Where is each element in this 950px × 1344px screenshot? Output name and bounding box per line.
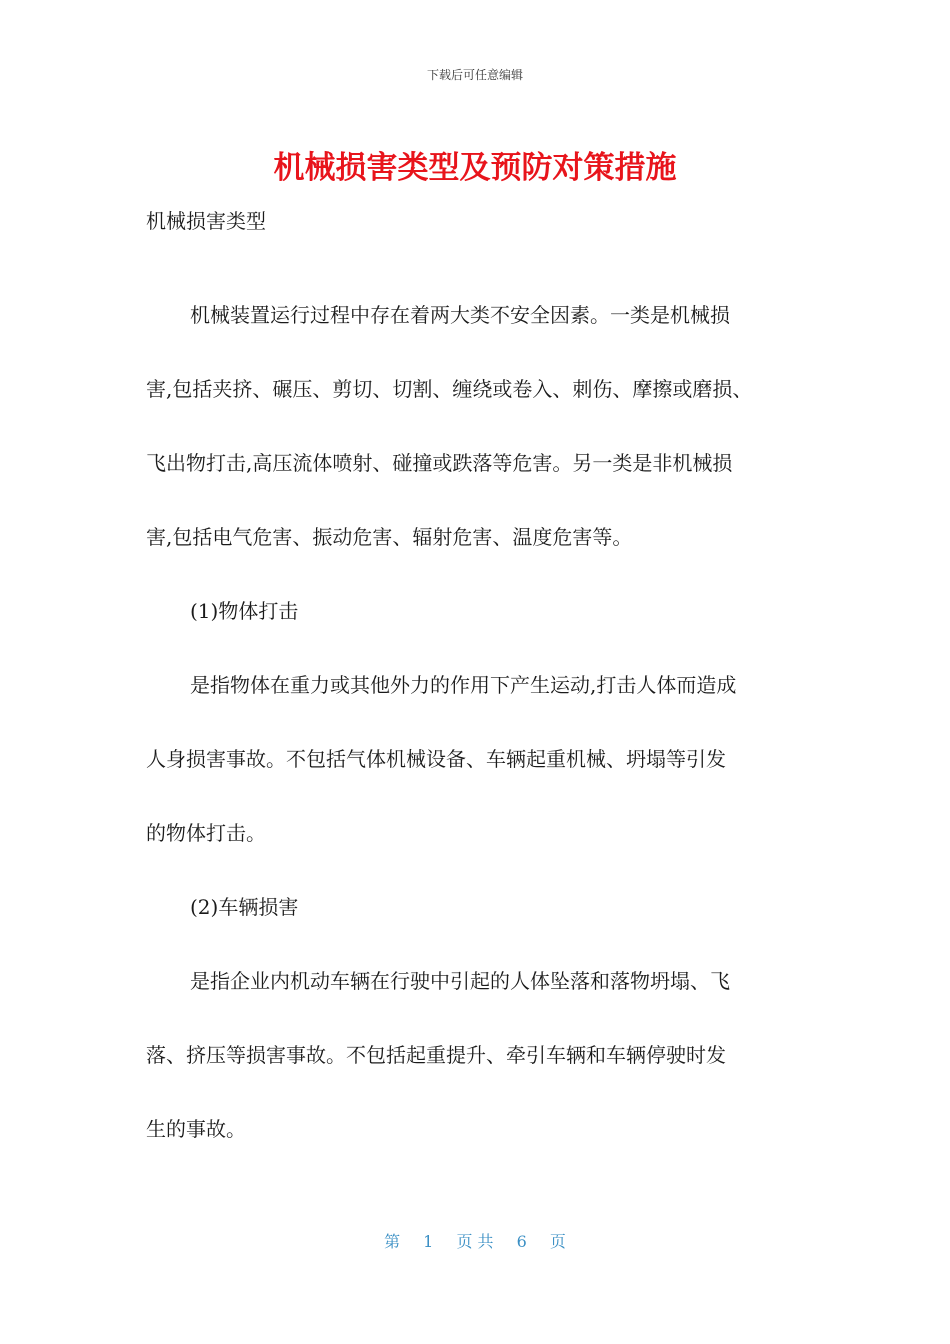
document-body bbox=[146, 203, 818, 1185]
document-title: 机械损害类型及预防对策措施 bbox=[273, 150, 677, 186]
paragraph-object-strike bbox=[146, 667, 818, 889]
paragraph-line: 害,包括夹挤、碾压、剪切、切割、缠绕或卷入、刺伤、摩擦或磨损、 bbox=[146, 377, 753, 401]
subsection-object-strike bbox=[146, 593, 818, 667]
paragraph-line: 是指企业内机动车辆在行驶中引起的人体坠落和落物坍塌、飞 bbox=[190, 969, 730, 993]
paragraph-line: 害,包括电气危害、振动危害、辐射危害、温度危害等。 bbox=[146, 525, 633, 549]
paragraph-line: 人身损害事故。不包括气体机械设备、车辆起重机械、坍塌等引发 bbox=[146, 747, 726, 771]
paragraph-vehicle-injury bbox=[146, 963, 818, 1185]
paragraph-line: 的物体打击。 bbox=[146, 821, 266, 845]
footer-current-page: 1 bbox=[423, 1232, 434, 1251]
paragraph-intro bbox=[146, 297, 818, 593]
subsection-vehicle-injury bbox=[146, 889, 818, 963]
paragraph-line: 生的事故。 bbox=[146, 1117, 246, 1141]
header-note: 下载后可任意编辑 bbox=[426, 68, 523, 82]
footer-total-pages: 6 bbox=[516, 1232, 527, 1251]
paragraph-line: 落、挤压等损害事故。不包括起重提升、牵引车辆和车辆停驶时发 bbox=[146, 1043, 726, 1067]
subsection-heading: (2)车辆损害 bbox=[190, 895, 299, 919]
footer-label-of: 页 共 bbox=[456, 1232, 494, 1251]
paragraph-line: 机械装置运行过程中存在着两大类不安全因素。一类是机械损 bbox=[190, 303, 730, 327]
page-footer bbox=[0, 1229, 950, 1252]
subsection-heading: (1)物体打击 bbox=[190, 599, 299, 623]
section-heading: 机械损害类型 bbox=[146, 209, 266, 233]
footer-label-page: 第 bbox=[384, 1232, 401, 1251]
paragraph-line: 飞出物打击,高压流体喷射、碰撞或跌落等危害。另一类是非机械损 bbox=[146, 451, 733, 475]
paragraph-line: 是指物体在重力或其他外力的作用下产生运动,打击人体而造成 bbox=[190, 673, 737, 697]
footer-label-end: 页 bbox=[549, 1232, 566, 1251]
